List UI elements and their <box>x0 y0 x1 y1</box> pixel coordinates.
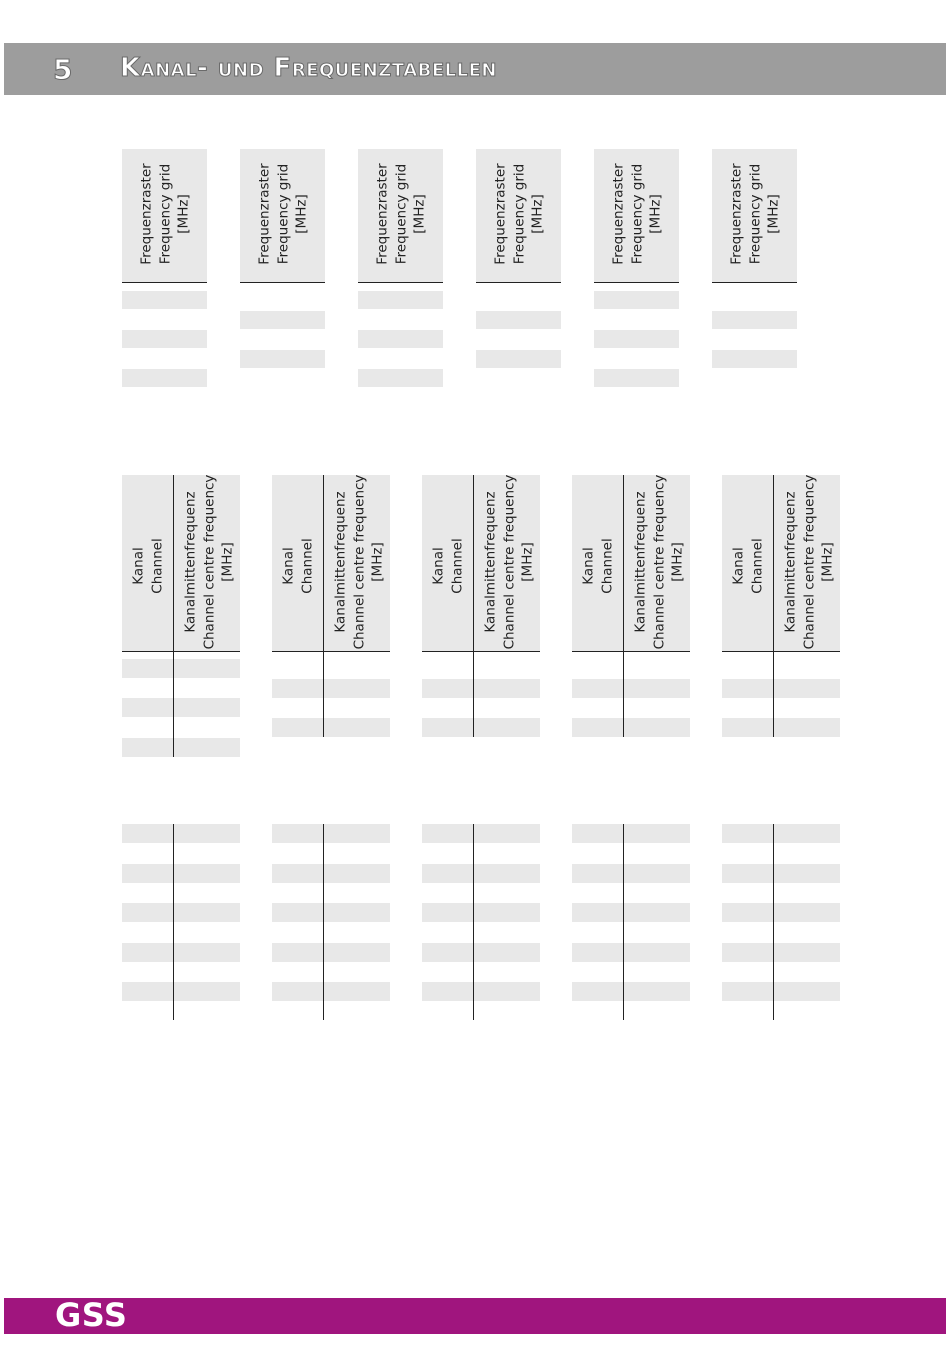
grid-header-rule <box>476 282 561 283</box>
grid-header-label <box>491 163 547 264</box>
header-text-line: [MHz] <box>646 194 663 234</box>
grid-header-label <box>255 163 311 264</box>
kanal-header-label <box>430 538 467 593</box>
grid-row <box>240 311 325 329</box>
header-text-line: [MHz] <box>369 542 386 582</box>
gss-logo: GSS <box>55 1296 128 1334</box>
channel-row <box>122 824 240 843</box>
column-divider <box>773 475 774 737</box>
header-text-line: Kanalmittenfrequenz <box>182 491 199 633</box>
header-text-line: [MHz] <box>292 194 309 234</box>
channel-header-rule <box>572 651 690 652</box>
grid-header-rule <box>240 282 325 283</box>
header-text-line: Kanalmittenfrequenz <box>782 491 799 633</box>
grid-header-rule <box>594 282 679 283</box>
section-title: Kanal- und Frequenztabellen <box>120 53 497 83</box>
channel-header-rule <box>422 651 540 652</box>
column-divider <box>173 475 174 757</box>
header-text-line: Frequenzraster <box>491 163 508 265</box>
channel-row <box>122 738 240 757</box>
header-text-line: Channel centre frequency <box>650 474 667 650</box>
grid-row <box>358 369 443 387</box>
channel-row <box>722 903 840 922</box>
channel-row <box>272 824 390 843</box>
channel-row <box>272 679 390 698</box>
column-divider <box>323 475 324 737</box>
channel-row <box>422 982 540 1001</box>
column-divider <box>623 475 624 737</box>
grid-row <box>358 291 443 309</box>
frequency-header-label <box>481 475 537 650</box>
channel-row <box>272 982 390 1001</box>
column-divider <box>173 824 174 1020</box>
channel-row <box>572 903 690 922</box>
channel-row <box>722 824 840 843</box>
column-divider <box>323 824 324 1020</box>
header-text-line: Frequency grid <box>392 163 409 265</box>
channel-row <box>272 903 390 922</box>
header-text-line: Kanalmittenfrequenz <box>632 491 649 633</box>
header-text-line: [MHz] <box>174 194 191 234</box>
header-text-line: Channel centre frequency <box>350 474 367 650</box>
channel-row <box>422 943 540 962</box>
header-text-line: Kanalmittenfrequenz <box>482 491 499 633</box>
channel-row <box>572 864 690 883</box>
channel-row <box>122 943 240 962</box>
channel-row <box>572 824 690 843</box>
header-text-line: Frequenzraster <box>727 163 744 265</box>
header-text-line: Kanal <box>130 547 147 585</box>
header-text-line: Frequenzraster <box>373 163 390 265</box>
channel-header-rule <box>722 651 840 652</box>
grid-header-rule <box>712 282 797 283</box>
channel-row <box>122 903 240 922</box>
channel-row <box>722 679 840 698</box>
channel-header-rule <box>272 651 390 652</box>
channel-row <box>272 864 390 883</box>
channel-row <box>572 943 690 962</box>
channel-row <box>572 982 690 1001</box>
header-text-line: Channel <box>149 538 165 594</box>
header-text-line: Frequency grid <box>274 163 291 265</box>
header-text-line: Channel <box>449 538 465 594</box>
channel-row <box>422 679 540 698</box>
header-text-line: [MHz] <box>528 194 545 234</box>
frequency-header-label <box>181 475 237 650</box>
grid-header-rule <box>358 282 443 283</box>
header-text-line: Channel <box>299 538 315 594</box>
header-text-line: Kanal <box>580 547 597 585</box>
header-text-line: [MHz] <box>410 194 427 234</box>
header-text-line: Frequency grid <box>510 163 527 265</box>
grid-row <box>594 369 679 387</box>
column-divider <box>473 824 474 1020</box>
grid-row <box>122 291 207 309</box>
grid-header-label <box>137 163 193 264</box>
header-text-line: Kanal <box>730 547 747 585</box>
grid-header-rule <box>122 282 207 283</box>
grid-row <box>122 369 207 387</box>
footer-bar <box>4 1298 946 1334</box>
channel-row <box>422 903 540 922</box>
grid-header-label <box>373 163 429 264</box>
header-text-line: Frequenzraster <box>137 163 154 265</box>
frequency-header-label <box>631 475 687 650</box>
grid-header-label <box>727 163 783 264</box>
channel-row <box>422 824 540 843</box>
grid-row <box>240 350 325 368</box>
header-text-line: [MHz] <box>819 542 836 582</box>
header-text-line: Channel <box>599 538 615 594</box>
column-divider <box>473 475 474 737</box>
header-text-line: [MHz] <box>519 542 536 582</box>
channel-row <box>122 982 240 1001</box>
channel-row <box>722 982 840 1001</box>
header-text-line: Frequency grid <box>156 163 173 265</box>
grid-header-label <box>609 163 665 264</box>
channel-row <box>572 718 690 737</box>
header-text-line: Channel centre frequency <box>500 474 517 650</box>
channel-row <box>272 943 390 962</box>
header-text-line: Channel centre frequency <box>200 474 217 650</box>
channel-row <box>422 718 540 737</box>
channel-row <box>722 864 840 883</box>
section-number: 5 <box>53 53 73 86</box>
header-text-line: [MHz] <box>669 542 686 582</box>
header-text-line: Kanal <box>430 547 447 585</box>
channel-row <box>122 698 240 717</box>
header-text-line: Kanalmittenfrequenz <box>332 491 349 633</box>
channel-row <box>272 718 390 737</box>
grid-row <box>712 311 797 329</box>
channel-row <box>422 864 540 883</box>
header-text-line: [MHz] <box>219 542 236 582</box>
frequency-header-label <box>781 475 837 650</box>
channel-row <box>722 943 840 962</box>
column-divider <box>623 824 624 1020</box>
channel-row <box>122 659 240 678</box>
grid-row <box>358 330 443 348</box>
channel-row <box>722 718 840 737</box>
frequency-header-label <box>331 475 387 650</box>
header-text-line: Kanal <box>280 547 297 585</box>
header-text-line: Frequenzraster <box>255 163 272 265</box>
channel-row <box>572 679 690 698</box>
header-text-line: Channel <box>749 538 765 594</box>
grid-row <box>594 291 679 309</box>
kanal-header-label <box>280 538 317 593</box>
column-divider <box>773 824 774 1020</box>
grid-row <box>122 330 207 348</box>
kanal-header-label <box>580 538 617 593</box>
channel-header-rule <box>122 651 240 652</box>
kanal-header-label <box>130 538 167 593</box>
kanal-header-label <box>730 538 767 593</box>
header-text-line: Frequency grid <box>746 163 763 265</box>
header-text-line: Channel centre frequency <box>800 474 817 650</box>
header-text-line: [MHz] <box>764 194 781 234</box>
grid-row <box>476 350 561 368</box>
grid-row <box>476 311 561 329</box>
grid-row <box>712 350 797 368</box>
header-text-line: Frequency grid <box>628 163 645 265</box>
header-text-line: Frequenzraster <box>609 163 626 265</box>
channel-row <box>122 864 240 883</box>
grid-row <box>594 330 679 348</box>
